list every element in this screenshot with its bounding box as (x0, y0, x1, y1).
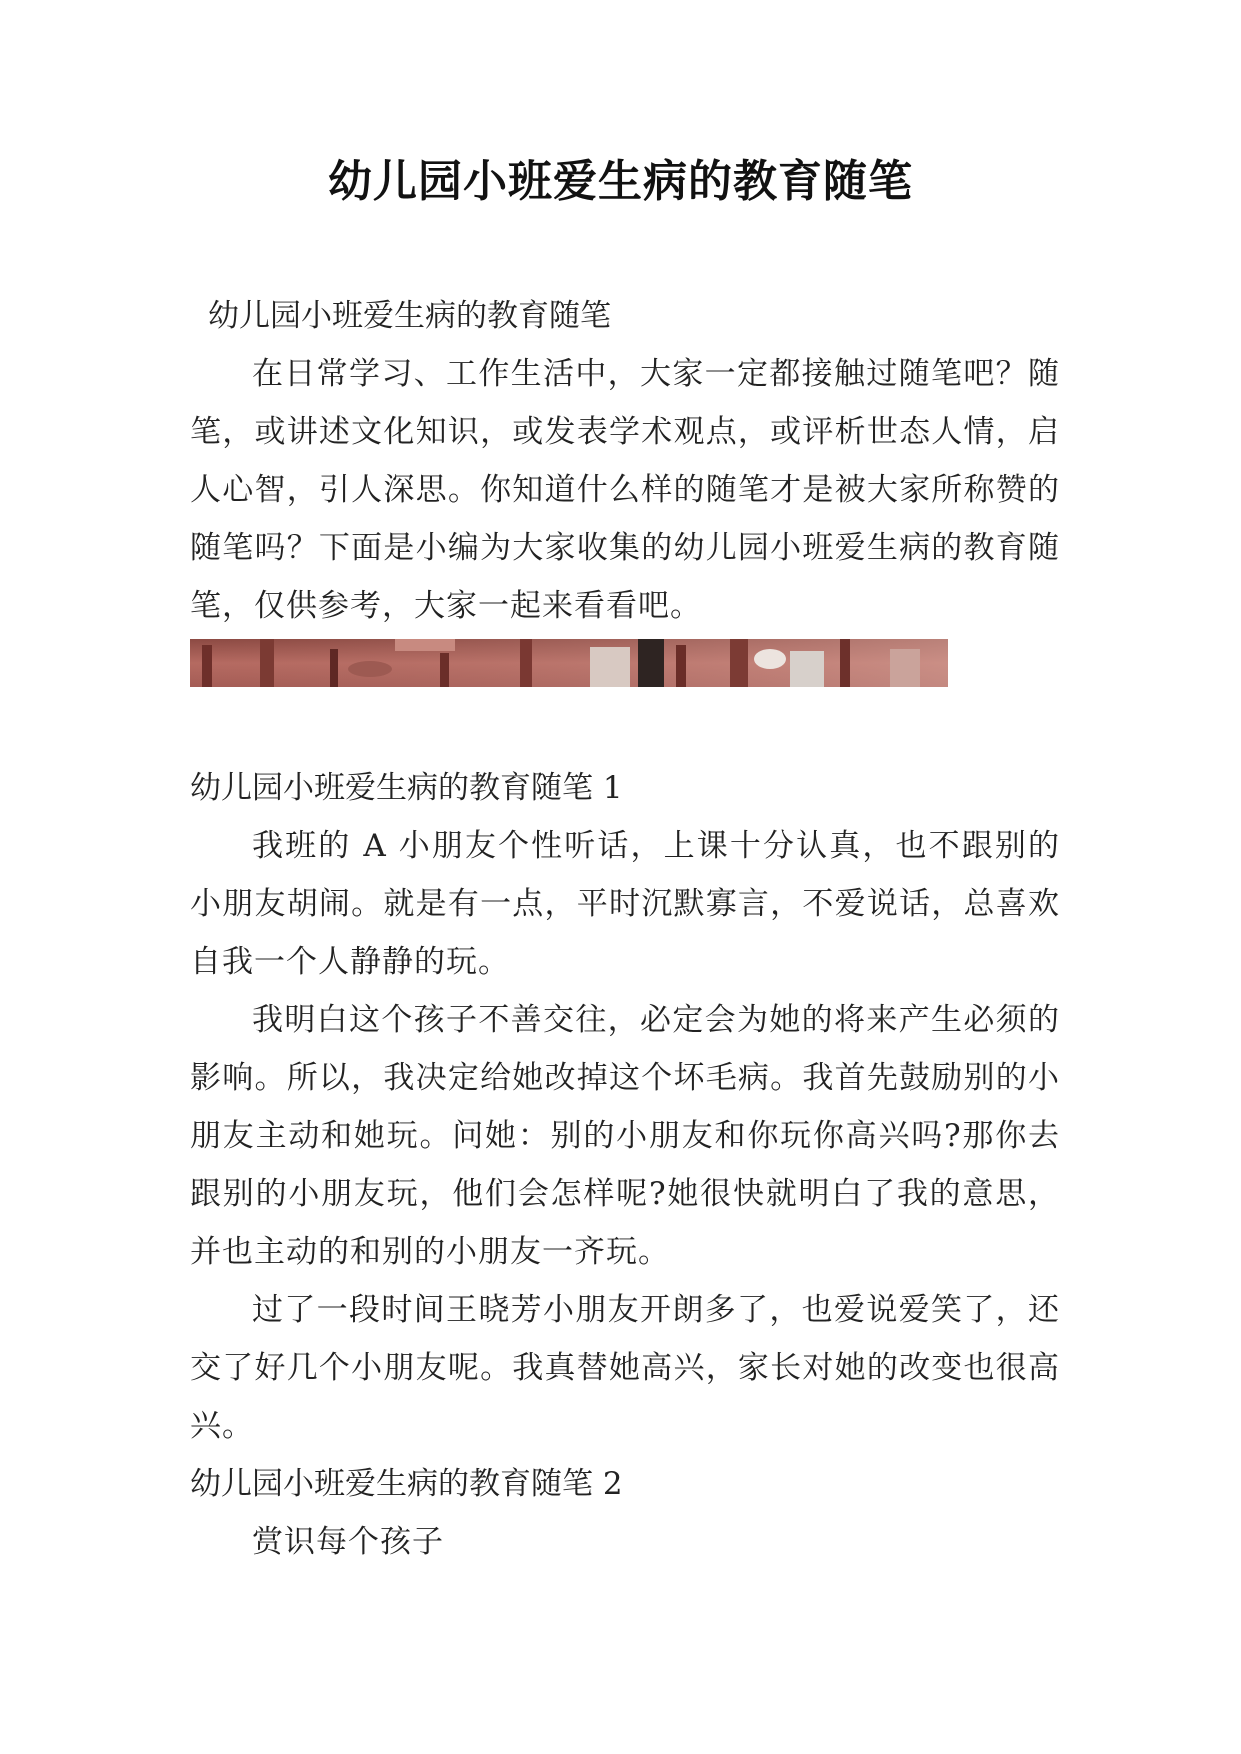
section-1-paragraph-1: 我班的 A 小朋友个性听话，上课十分认真，也不跟别的小朋友胡闹。就是有一点，平时沉默寡言，不爱说话，总喜欢自我一个人静静的玩。 (190, 828, 1060, 980)
section-heading-1: 幼儿园小班爱生病的教育随笔 1 (190, 770, 623, 806)
spacer (190, 687, 1060, 759)
document-body (190, 288, 1060, 1571)
document-subtitle: 幼儿园小班爱生病的教育随笔 (208, 298, 611, 334)
page-title: 幼儿园小班爱生病的教育随笔 (328, 156, 913, 207)
section-1-paragraph-3: 过了一段时间王晓芳小朋友开朗多了，也爱说爱笑了，还交了好几个小朋友呢。我真替她高兴，家长对她的改变也很高兴。 (190, 1292, 1060, 1444)
classroom-photo-image (190, 639, 948, 687)
section-1-paragraph-2: 我明白这个孩子不善交往，必定会为她的将来产生必须的影响。所以，我决定给她改掉这个坏毛病。我首先鼓励别的小朋友主动和她玩。问她：别的小朋友和你玩你高兴吗?那你去跟别的小朋友玩，他们会怎样呢?她很快就明白了我的意思，并也主动的和别的小朋友一齐玩。 (190, 1002, 1060, 1270)
section-heading-2: 幼儿园小班爱生病的教育随笔 2 (190, 1466, 623, 1502)
intro-paragraph: 在日常学习、工作生活中，大家一定都接触过随笔吧？随笔，或讲述文化知识，或发表学术观点，或评析世态人情，启人心智，引人深思。你知道什么样的随笔才是被大家所称赞的随笔吗？下面是小编为大家收集的幼儿园小班爱生病的教育随笔，仅供参考，大家一起来看看吧。 (190, 356, 1060, 624)
section-2-paragraph-1: 赏识每个孩子 (252, 1524, 444, 1560)
